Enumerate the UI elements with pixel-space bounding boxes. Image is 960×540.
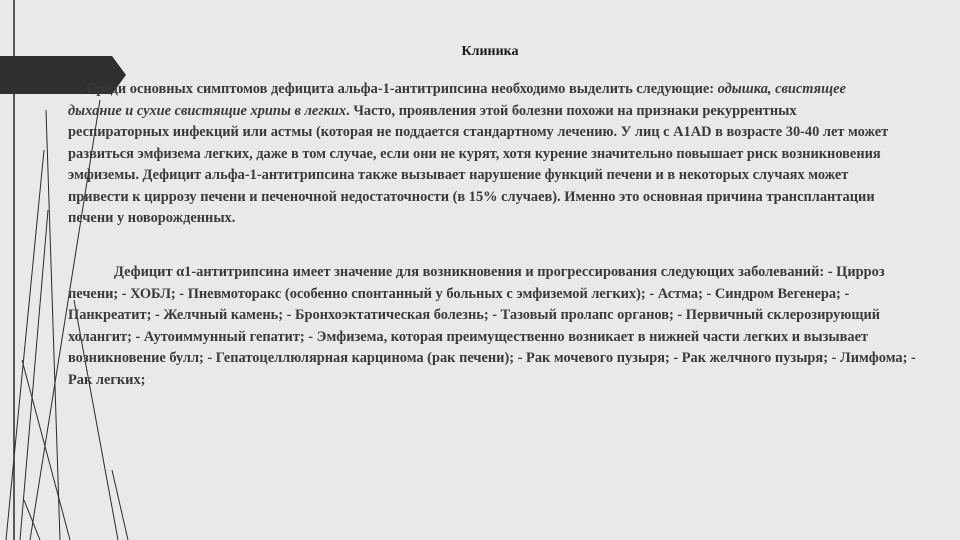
paragraph-diseases-text: Дефицит α1-антитрипсина имеет значение для возникновения и прогрессирования следующих заболеваний: - Цирроз печени; - ХОБЛ; - Пневмоторакс (особенно спонтанный у больных с эмфиземой легких); - Астма; - Синдром Вегенера; - Панкреатит; - Желчный камень; - Бронхоэктатическая болезнь; - Тазовый пролапс органов; - Первичный склерозирующий холангит; - Аутоиммунный гепатит; - Эмфизема, которая преимущественно возникает в нижней части легких и вызывает возникновение булл; - Гепатоцеллюлярная карцинома (рак печени); - Рак мочевого пузыря; - Рак желчного пузыря; - Лимфома; - Рак легких; xyxy=(68,264,916,388)
paragraph-symptoms xyxy=(68,79,890,230)
paragraph-diseases xyxy=(68,262,918,391)
paragraph-symptoms-rest: . Часто, проявления этой болезни похожи на признаки рекуррентных респираторных инфекций или астмы (которая не поддается стандартному лечению. У лиц с A1AD в возрасте 30-40 лет может развиться эмфизема легких, даже в том случае, если они не курят, хотя курение значительно повышает риск возникновения эмфиземы. Дефицит альфа-1-антитрипсина также вызывает нарушение функций печени и в некоторых случаях может привести к циррозу печени и печеночной недостаточности (в 15% случаев). Именно это основная причина трансплантации печени у новорожденных. xyxy=(68,102,889,226)
slide-title: Клиника xyxy=(461,44,519,59)
paragraph-symptoms-lead: Среди основных симптомов дефицита альфа-1-антитрипсина необходимо выделить следующие: xyxy=(86,81,715,97)
paragraph-symptoms-italic: одышка, свистящее дыхание и сухие свистящие хрипы в легких xyxy=(68,81,846,119)
